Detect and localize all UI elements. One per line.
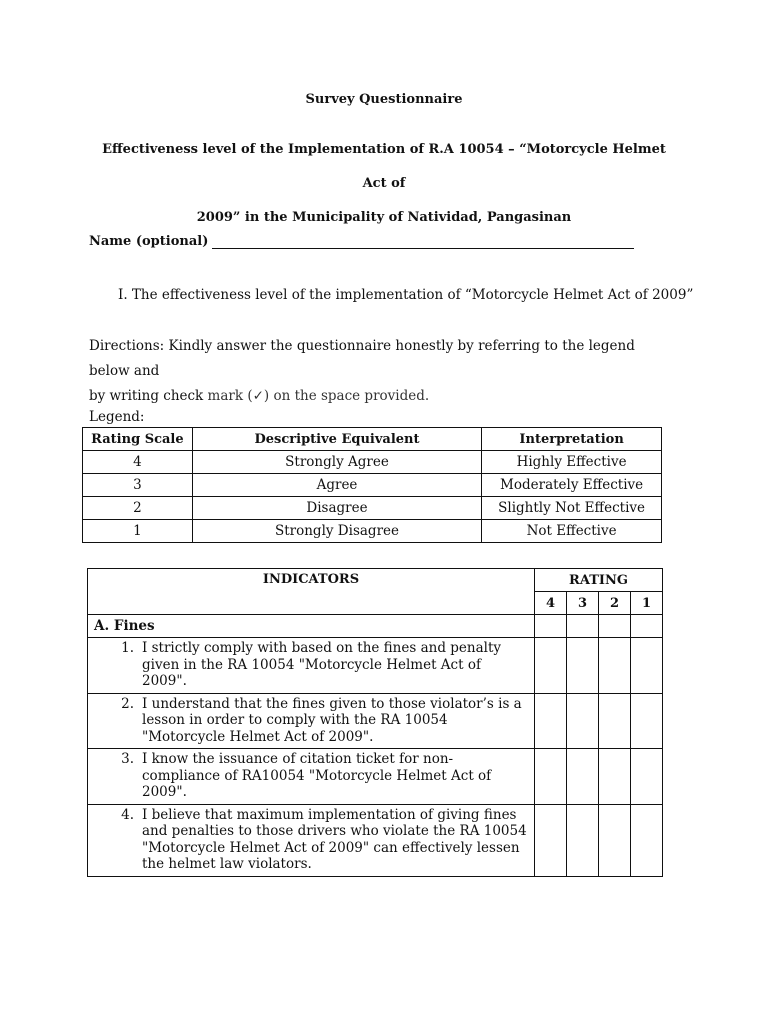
indicator-cell	[88, 693, 535, 749]
legend-descriptive: Disagree	[192, 497, 481, 520]
survey-title: Survey Questionnaire	[305, 92, 463, 107]
rating-cell	[535, 615, 567, 638]
rating-cell-1[interactable]	[631, 749, 663, 805]
rating-cell-2[interactable]	[599, 749, 631, 805]
rating-cell-1[interactable]	[631, 638, 663, 694]
section-heading: I. The effectiveness level of the implementation of “Motorcycle Helmet Act of 2009”	[118, 287, 694, 303]
rating-cell-3[interactable]	[567, 693, 599, 749]
subtitle-line-1: Effectiveness level of the Implementation of R.A 10054 – “Motorcycle Helmet Act of	[102, 142, 666, 191]
legend-scale: 2	[83, 497, 193, 520]
indicator-text: I believe that maximum implementation of giving fines and penalties to those drivers who violate the RA 10054 "Motorcycle Helmet Act of 2009" can effectively lessen the helmet law violators.	[142, 806, 527, 872]
legend-interpretation: Highly Effective	[482, 451, 662, 474]
directions-line-2a: by writing check	[89, 388, 208, 404]
survey-subtitle	[96, 133, 672, 235]
directions-line-2	[89, 384, 679, 409]
rating-cell-2[interactable]	[599, 638, 631, 694]
legend-header-rating-scale: Rating Scale	[83, 428, 193, 451]
rating-scale-3: 3	[567, 592, 599, 615]
rating-cell-4[interactable]	[535, 804, 567, 876]
legend-row	[83, 451, 662, 474]
subtitle-line-2: 2009” in the Municipality of Natividad, Pangasinan	[196, 210, 572, 225]
indicator-text: I understand that the fines given to those violator’s is a lesson in order to comply with the RA 10054 "Motorcycle Helmet Act of 2009".	[142, 695, 522, 745]
indicator-cell	[88, 638, 535, 694]
legend-header-interpretation: Interpretation	[482, 428, 662, 451]
rating-cell-3[interactable]	[567, 749, 599, 805]
indicator-cell	[88, 749, 535, 805]
category-row	[88, 615, 663, 638]
legend-scale: 4	[83, 451, 193, 474]
directions-line-2b: mark (✓) on the space provided.	[207, 388, 430, 404]
legend-header-row	[83, 428, 662, 451]
legend-interpretation: Slightly Not Effective	[482, 497, 662, 520]
indicator-text: I strictly comply with based on the fines and penalty given in the RA 10054 "Motorcycle Helmet Act of 2009".	[142, 640, 502, 689]
name-label: Name (optional)	[89, 234, 209, 249]
indicator-number: 2.	[121, 695, 134, 712]
rating-cell-4[interactable]	[535, 749, 567, 805]
indicator-cell	[88, 804, 535, 876]
rating-cell-1[interactable]	[631, 804, 663, 876]
rating-cell	[599, 615, 631, 638]
legend-row	[83, 497, 662, 520]
rating-cell	[631, 615, 663, 638]
indicator-number: 4.	[121, 806, 134, 823]
indicators-header: INDICATORS	[88, 569, 535, 615]
directions-line-1: Directions: Kindly answer the questionnaire honestly by referring to the legend below and	[89, 338, 635, 379]
legend-scale: 1	[83, 520, 193, 543]
rating-cell-2[interactable]	[599, 804, 631, 876]
rating-cell-4[interactable]	[535, 693, 567, 749]
rating-cell-4[interactable]	[535, 638, 567, 694]
rating-scale-2: 2	[599, 592, 631, 615]
indicator-row	[88, 749, 663, 805]
indicator-row	[88, 804, 663, 876]
legend-descriptive: Strongly Agree	[192, 451, 481, 474]
rating-scale-1: 1	[631, 592, 663, 615]
indicators-table	[87, 568, 663, 877]
rating-cell	[567, 615, 599, 638]
indicator-row	[88, 693, 663, 749]
rating-scale-4: 4	[535, 592, 567, 615]
indicator-number: 3.	[121, 751, 134, 767]
indicators-header-row	[88, 569, 663, 592]
legend-interpretation: Moderately Effective	[482, 474, 662, 497]
rating-cell-2[interactable]	[599, 693, 631, 749]
legend-label: Legend:	[89, 409, 145, 425]
legend-header-descriptive: Descriptive Equivalent	[192, 428, 481, 451]
category-fines: A. Fines	[88, 615, 535, 638]
legend-row	[83, 520, 662, 543]
name-blank-line[interactable]	[212, 236, 634, 249]
indicator-text: I know the issuance of citation ticket for non-compliance of RA10054 "Motorcycle Helmet Act of 2009".	[142, 751, 492, 800]
legend-table	[82, 427, 662, 543]
legend-row	[83, 474, 662, 497]
legend-interpretation: Not Effective	[482, 520, 662, 543]
directions	[89, 334, 679, 409]
rating-cell-1[interactable]	[631, 693, 663, 749]
indicator-number: 1.	[121, 640, 134, 656]
legend-scale: 3	[83, 474, 193, 497]
rating-cell-3[interactable]	[567, 638, 599, 694]
indicator-row	[88, 638, 663, 694]
legend-descriptive: Strongly Disagree	[192, 520, 481, 543]
legend-descriptive: Agree	[192, 474, 481, 497]
rating-header: RATING	[535, 569, 663, 592]
name-row	[89, 234, 634, 249]
rating-cell-3[interactable]	[567, 804, 599, 876]
